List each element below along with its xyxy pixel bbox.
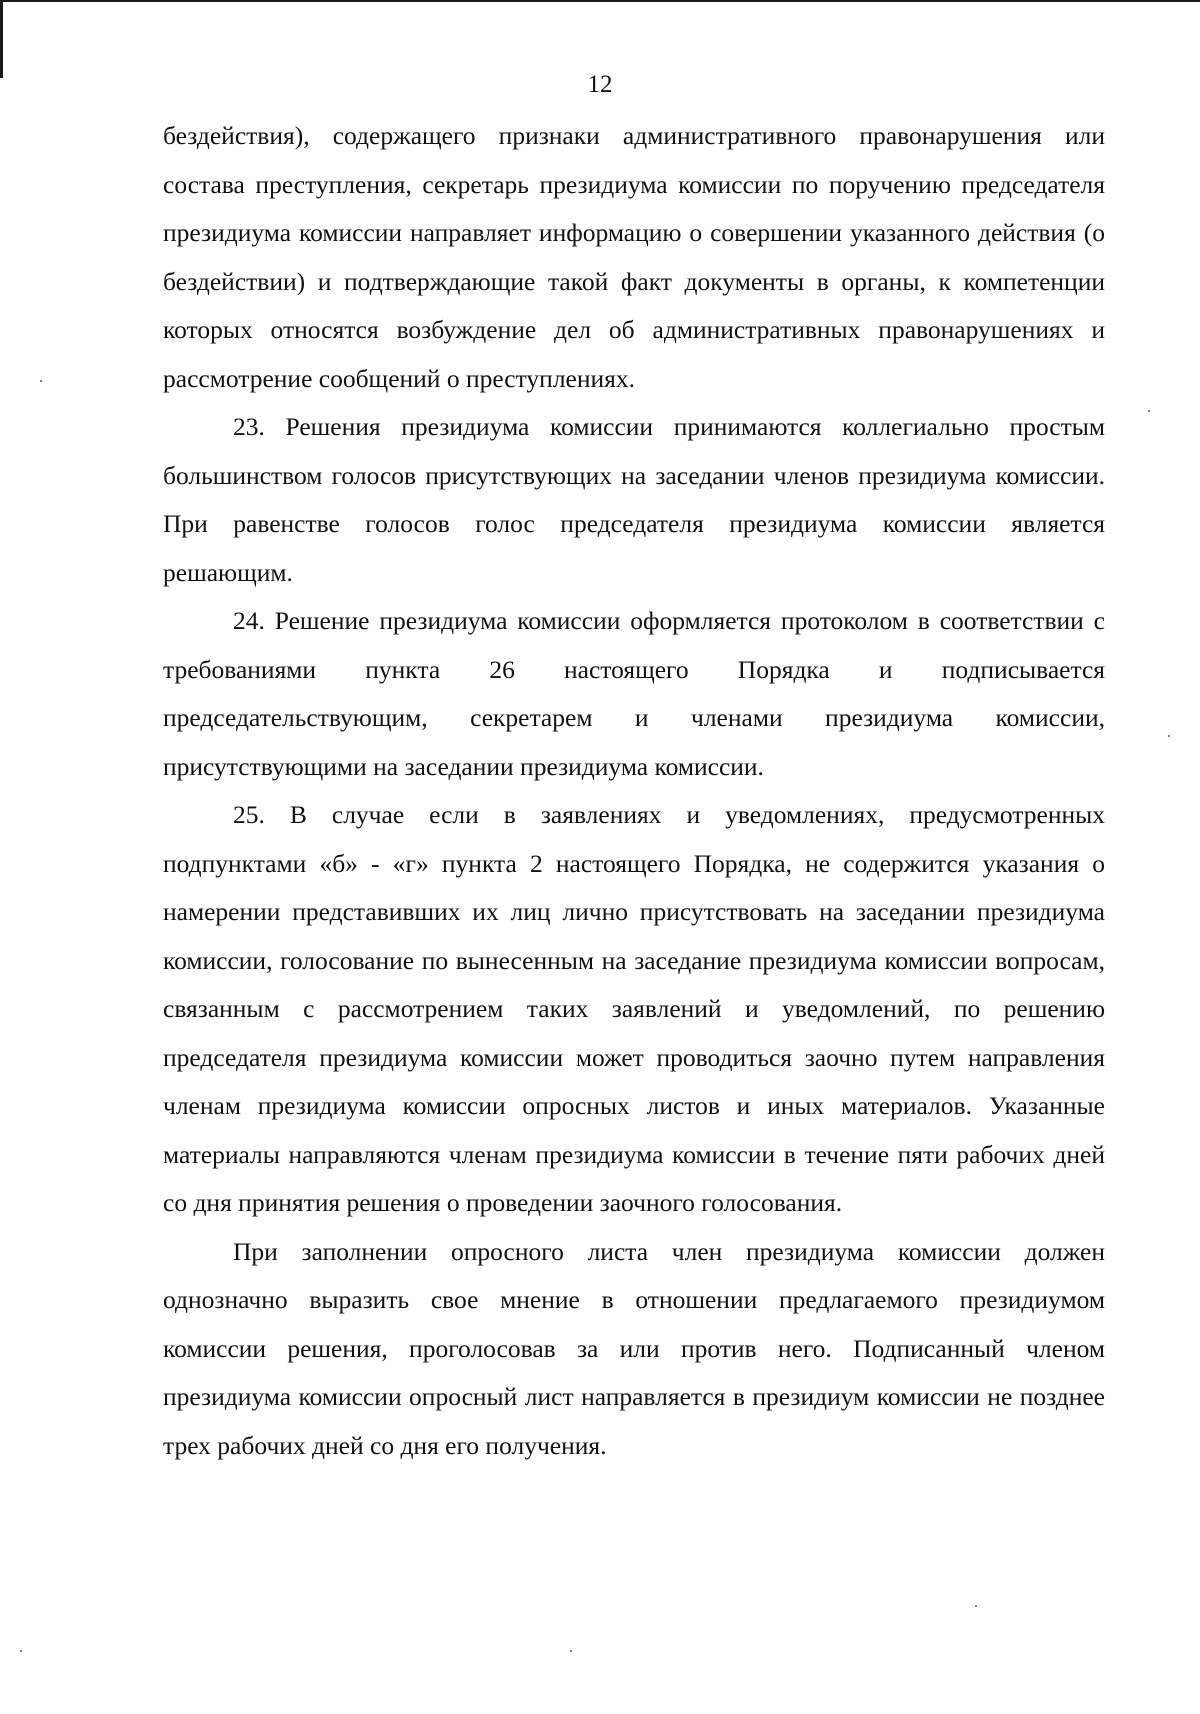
document-body bbox=[163, 112, 1105, 1470]
scan-speck bbox=[20, 1650, 22, 1652]
paragraph-item-25-continuation: При заполнении опросного листа член президиума комиссии должен однозначно выразить свое мнение в отношении предлагаемого президиумом комиссии решения, проголосовав за или против него. Подписанный членом президиума комиссии опросный лист направляется в президиум комиссии не позднее трех рабочих дней со дня его получения. bbox=[163, 1236, 1105, 1460]
scan-speck bbox=[975, 1605, 977, 1607]
paragraph-item-24: 24. Решение президиума комиссии оформляется протоколом в соответствии с требованиями пункта 26 настоящего Порядка и подписывается председательствующим, секретарем и членами президиума комиссии, присутствующими на заседании президиума комиссии. bbox=[163, 606, 1105, 781]
paragraph-item-23: 23. Решения президиума комиссии принимаются коллегиально простым большинством голосов присутствующих на заседании членов президиума комиссии. При равенстве голосов голос председателя президиума комиссии является решающим. bbox=[163, 412, 1105, 587]
scan-left-edge-mark bbox=[0, 0, 3, 78]
scan-speck bbox=[40, 380, 42, 382]
scan-speck bbox=[1148, 410, 1150, 412]
scan-speck bbox=[570, 1650, 572, 1652]
paragraph-item-25: 25. В случае если в заявлениях и уведомлениях, предусмотренных подпунктами «б» - «г» пункта 2 настоящего Порядка, не содержится указания о намерении представивших их лиц лично присутствовать на заседании президиума комиссии, голосование по вынесенным на заседание президиума комиссии вопросам, связанным с рассмотрением таких заявлений и уведомлений, по решению председателя президиума комиссии может проводиться заочно путем направления членам президиума комиссии опросных листов и иных материалов. Указанные материалы направляются членам президиума комиссии в течение пяти рабочих дней со дня принятия решения о проведении заочного голосования. bbox=[163, 800, 1105, 1217]
scan-speck bbox=[1168, 735, 1170, 737]
page-number: 12 bbox=[587, 71, 613, 98]
paragraph-continuation: бездействия), содержащего признаки административного правонарушения или состава преступления, секретарь президиума комиссии по поручению председателя президиума комиссии направляет информацию о совершении указанного действия (о бездействии) и подтверждающие такой факт документы в органы, к компетенции которых относятся возбуждение дел об административных правонарушениях и рассмотрение сообщений о преступлениях. bbox=[163, 121, 1105, 393]
scan-top-edge bbox=[0, 0, 1200, 2]
